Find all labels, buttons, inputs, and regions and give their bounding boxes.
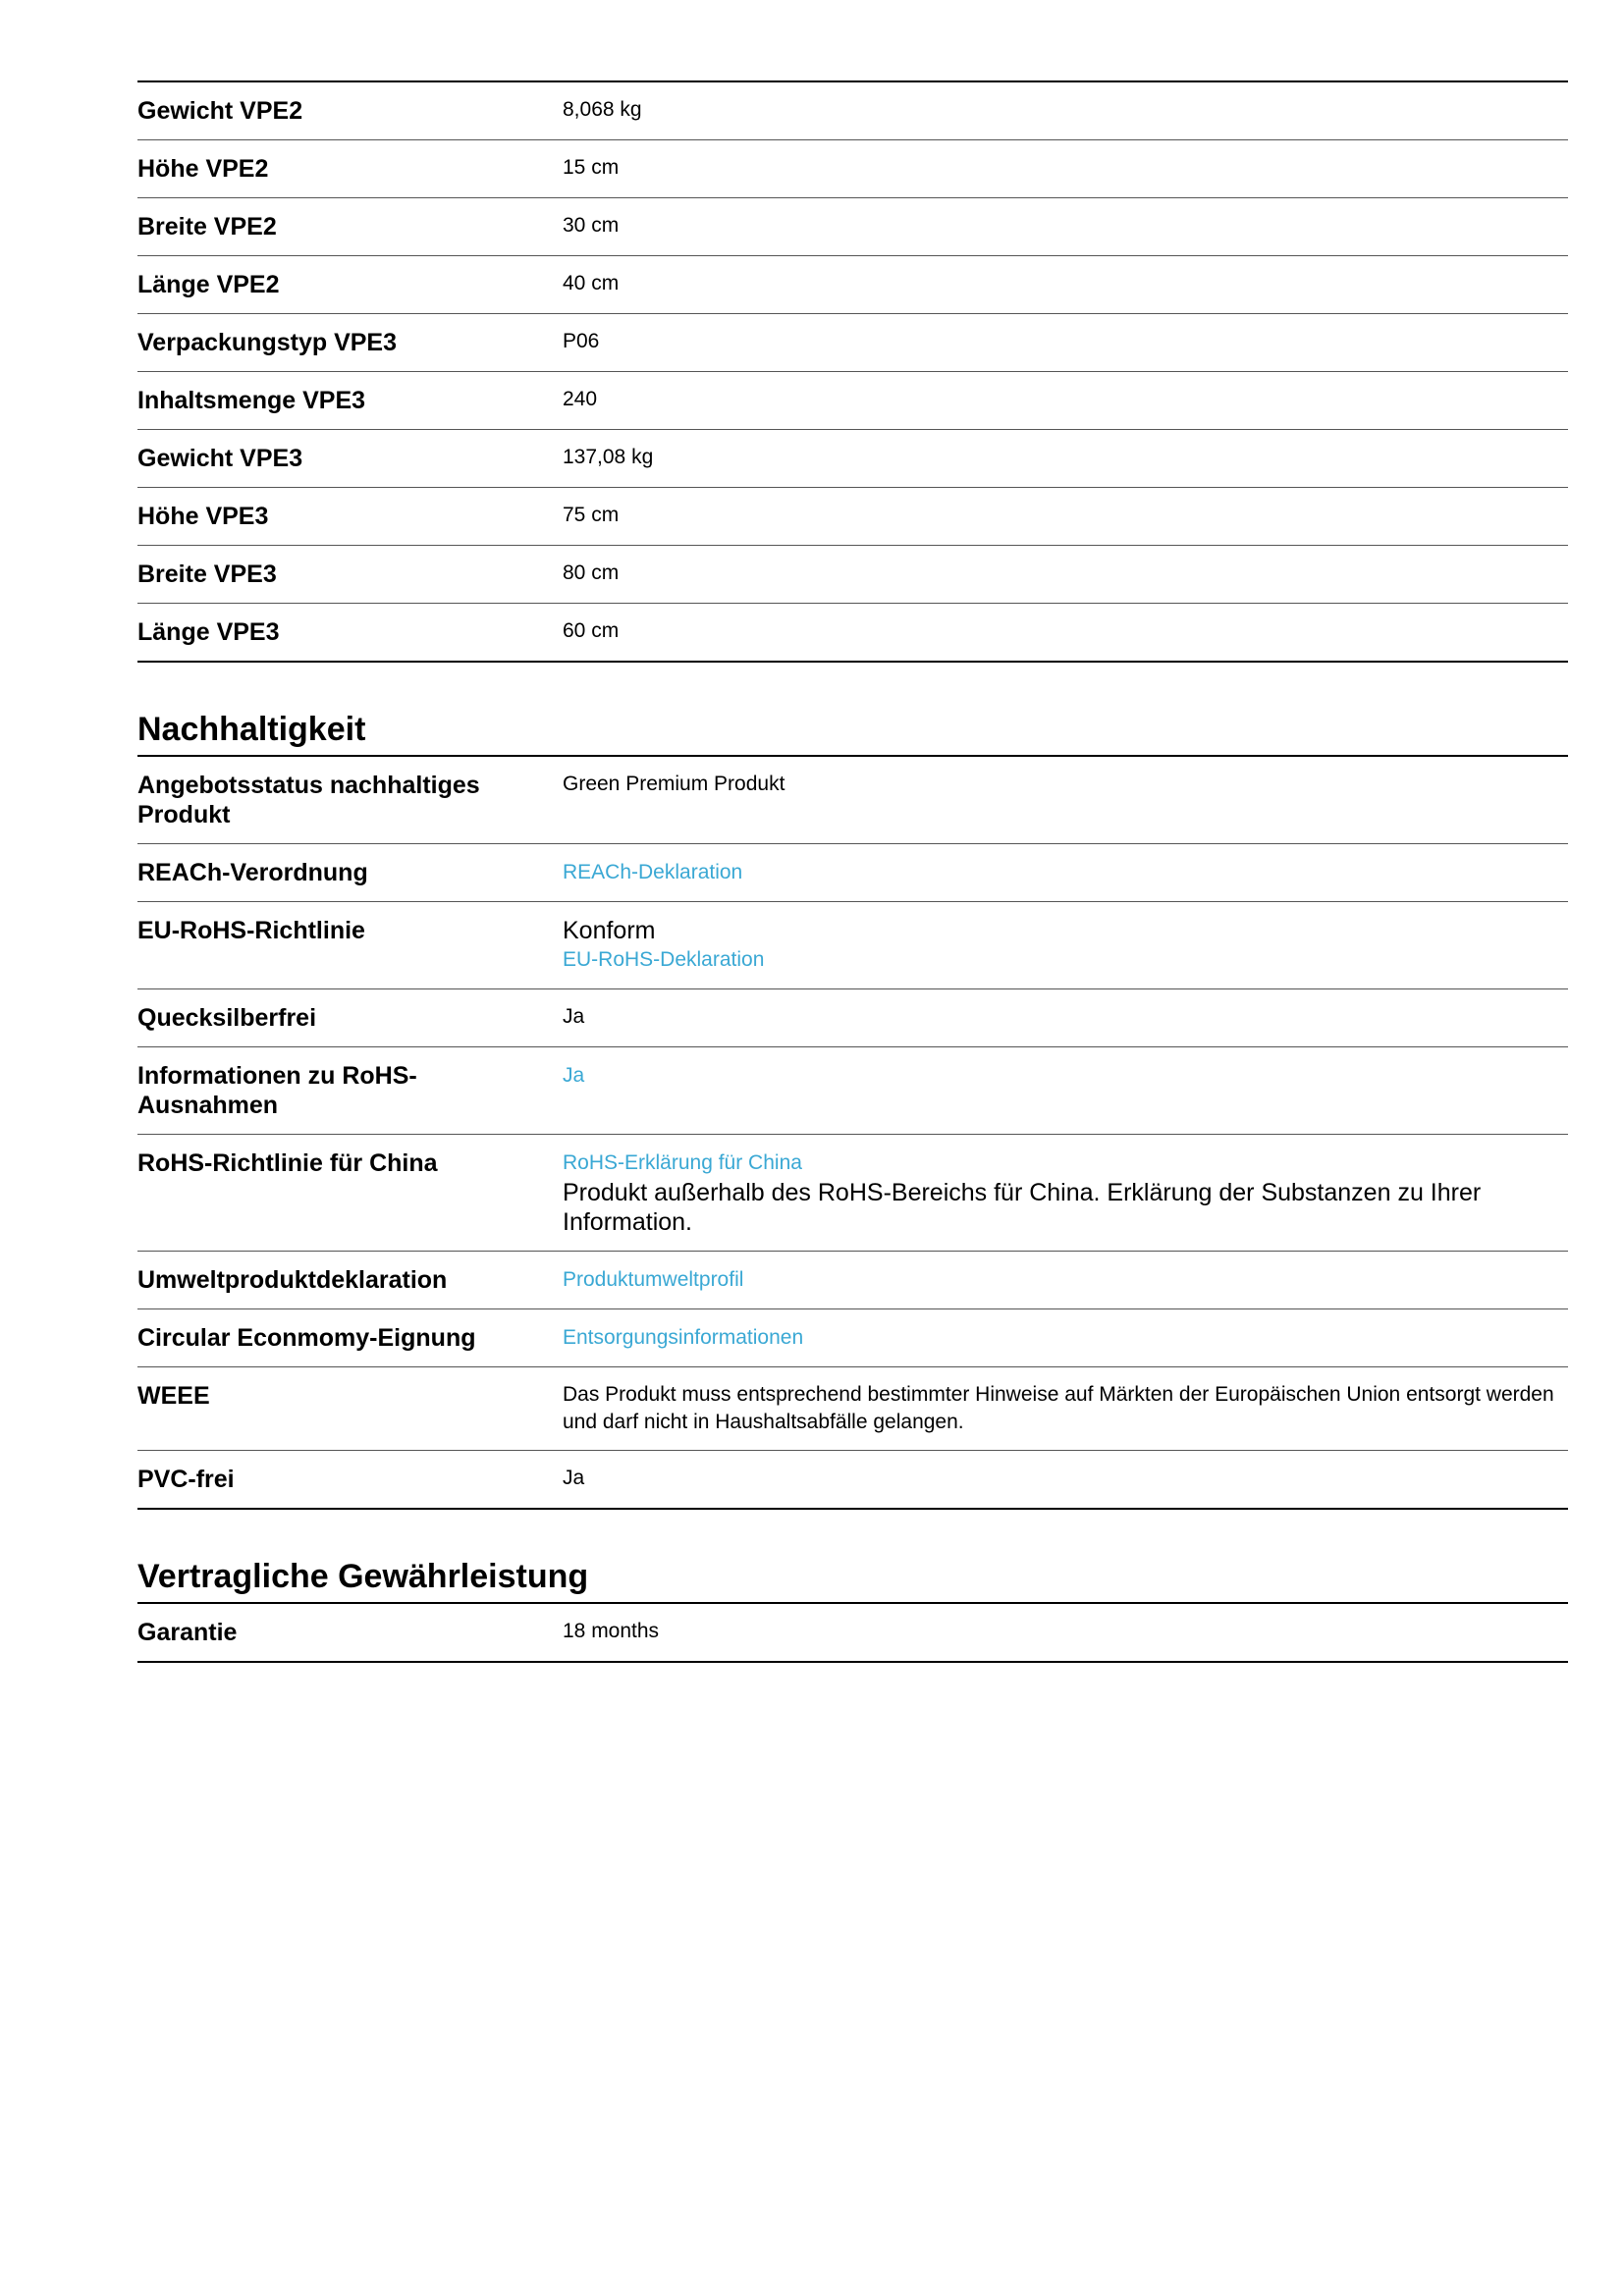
table-row <box>137 546 1568 604</box>
sustainability-table <box>137 757 1568 1510</box>
disposal-information-link[interactable]: Entsorgungsinformationen <box>563 1326 804 1349</box>
row-value: 8,068 kg <box>563 98 642 121</box>
row-value: 80 cm <box>563 561 620 584</box>
table-row <box>137 1047 1568 1135</box>
row-label: Garantie <box>137 1619 238 1646</box>
row-label: Breite VPE2 <box>137 213 277 240</box>
row-value: 240 <box>563 388 598 410</box>
warranty-table <box>137 1604 1568 1663</box>
table-row <box>137 1135 1568 1252</box>
row-value: Ja <box>563 1005 585 1028</box>
section-title-warranty: Vertragliche Gewährleistung <box>137 1557 1568 1604</box>
packaging-table <box>137 82 1568 663</box>
row-value: Green Premium Produkt <box>563 773 785 795</box>
table-row <box>137 256 1568 314</box>
table-row <box>137 1604 1568 1663</box>
datasheet-page <box>137 80 1568 1663</box>
row-label: Verpackungstyp VPE3 <box>137 329 398 356</box>
table-row <box>137 82 1568 140</box>
row-label: Informationen zu RoHS-Ausnahmen <box>137 1062 417 1119</box>
row-label: Höhe VPE3 <box>137 503 269 530</box>
table-row <box>137 757 1568 844</box>
row-value: 18 months <box>563 1620 660 1642</box>
row-label: Gewicht VPE3 <box>137 445 303 472</box>
table-row <box>137 844 1568 902</box>
reach-declaration-link[interactable]: REACh-Deklaration <box>563 861 743 883</box>
row-label: Länge VPE2 <box>137 271 280 298</box>
row-value: Produkt außerhalb des RoHS-Bereichs für China. Erklärung der Substanzen zu Ihrer Information. <box>563 1179 1482 1236</box>
row-label: RoHS-Richtlinie für China <box>137 1149 438 1177</box>
row-label: Höhe VPE2 <box>137 155 269 183</box>
table-row <box>137 1309 1568 1367</box>
row-label: PVC-frei <box>137 1466 235 1493</box>
table-row <box>137 1451 1568 1510</box>
row-value: Ja <box>563 1467 585 1489</box>
row-label: WEEE <box>137 1382 210 1410</box>
row-label: Inhaltsmenge VPE3 <box>137 387 366 414</box>
row-label: Umweltproduktdeklaration <box>137 1266 448 1294</box>
eu-rohs-declaration-link[interactable]: EU-RoHS-Deklaration <box>563 948 765 971</box>
table-row <box>137 989 1568 1047</box>
table-row <box>137 1367 1568 1451</box>
row-value: P06 <box>563 330 600 352</box>
table-row <box>137 430 1568 488</box>
row-value: 40 cm <box>563 272 620 294</box>
row-label: Breite VPE3 <box>137 561 277 588</box>
row-label: REACh-Verordnung <box>137 859 368 886</box>
row-value: 60 cm <box>563 619 620 642</box>
row-value: 137,08 kg <box>563 446 654 468</box>
row-value: Das Produkt muss entsprechend bestimmter Hinweise auf Märkten der Europäischen Union entsorgt werden und darf nicht in Haushaltsabfälle gelangen. <box>563 1383 1554 1433</box>
row-label: Quecksilberfrei <box>137 1004 317 1032</box>
table-row <box>137 488 1568 546</box>
table-row <box>137 1252 1568 1309</box>
table-row <box>137 372 1568 430</box>
table-row <box>137 314 1568 372</box>
row-label: Circular Econmomy-Eignung <box>137 1324 476 1352</box>
row-value: Konform <box>563 917 656 944</box>
section-title-sustainability: Nachhaltigkeit <box>137 710 1568 757</box>
china-rohs-declaration-link[interactable]: RoHS-Erklärung für China <box>563 1151 802 1174</box>
row-value: 30 cm <box>563 214 620 237</box>
row-label: Angebotsstatus nachhaltiges Produkt <box>137 772 480 828</box>
table-row <box>137 604 1568 663</box>
table-row <box>137 198 1568 256</box>
row-value: 15 cm <box>563 156 620 179</box>
table-row <box>137 902 1568 989</box>
row-label: EU-RoHS-Richtlinie <box>137 917 365 944</box>
product-environment-profile-link[interactable]: Produktumweltprofil <box>563 1268 744 1291</box>
row-label: Länge VPE3 <box>137 618 280 646</box>
rohs-exemptions-link[interactable]: Ja <box>563 1064 585 1087</box>
row-value: 75 cm <box>563 504 620 526</box>
table-row <box>137 140 1568 198</box>
row-label: Gewicht VPE2 <box>137 97 303 125</box>
